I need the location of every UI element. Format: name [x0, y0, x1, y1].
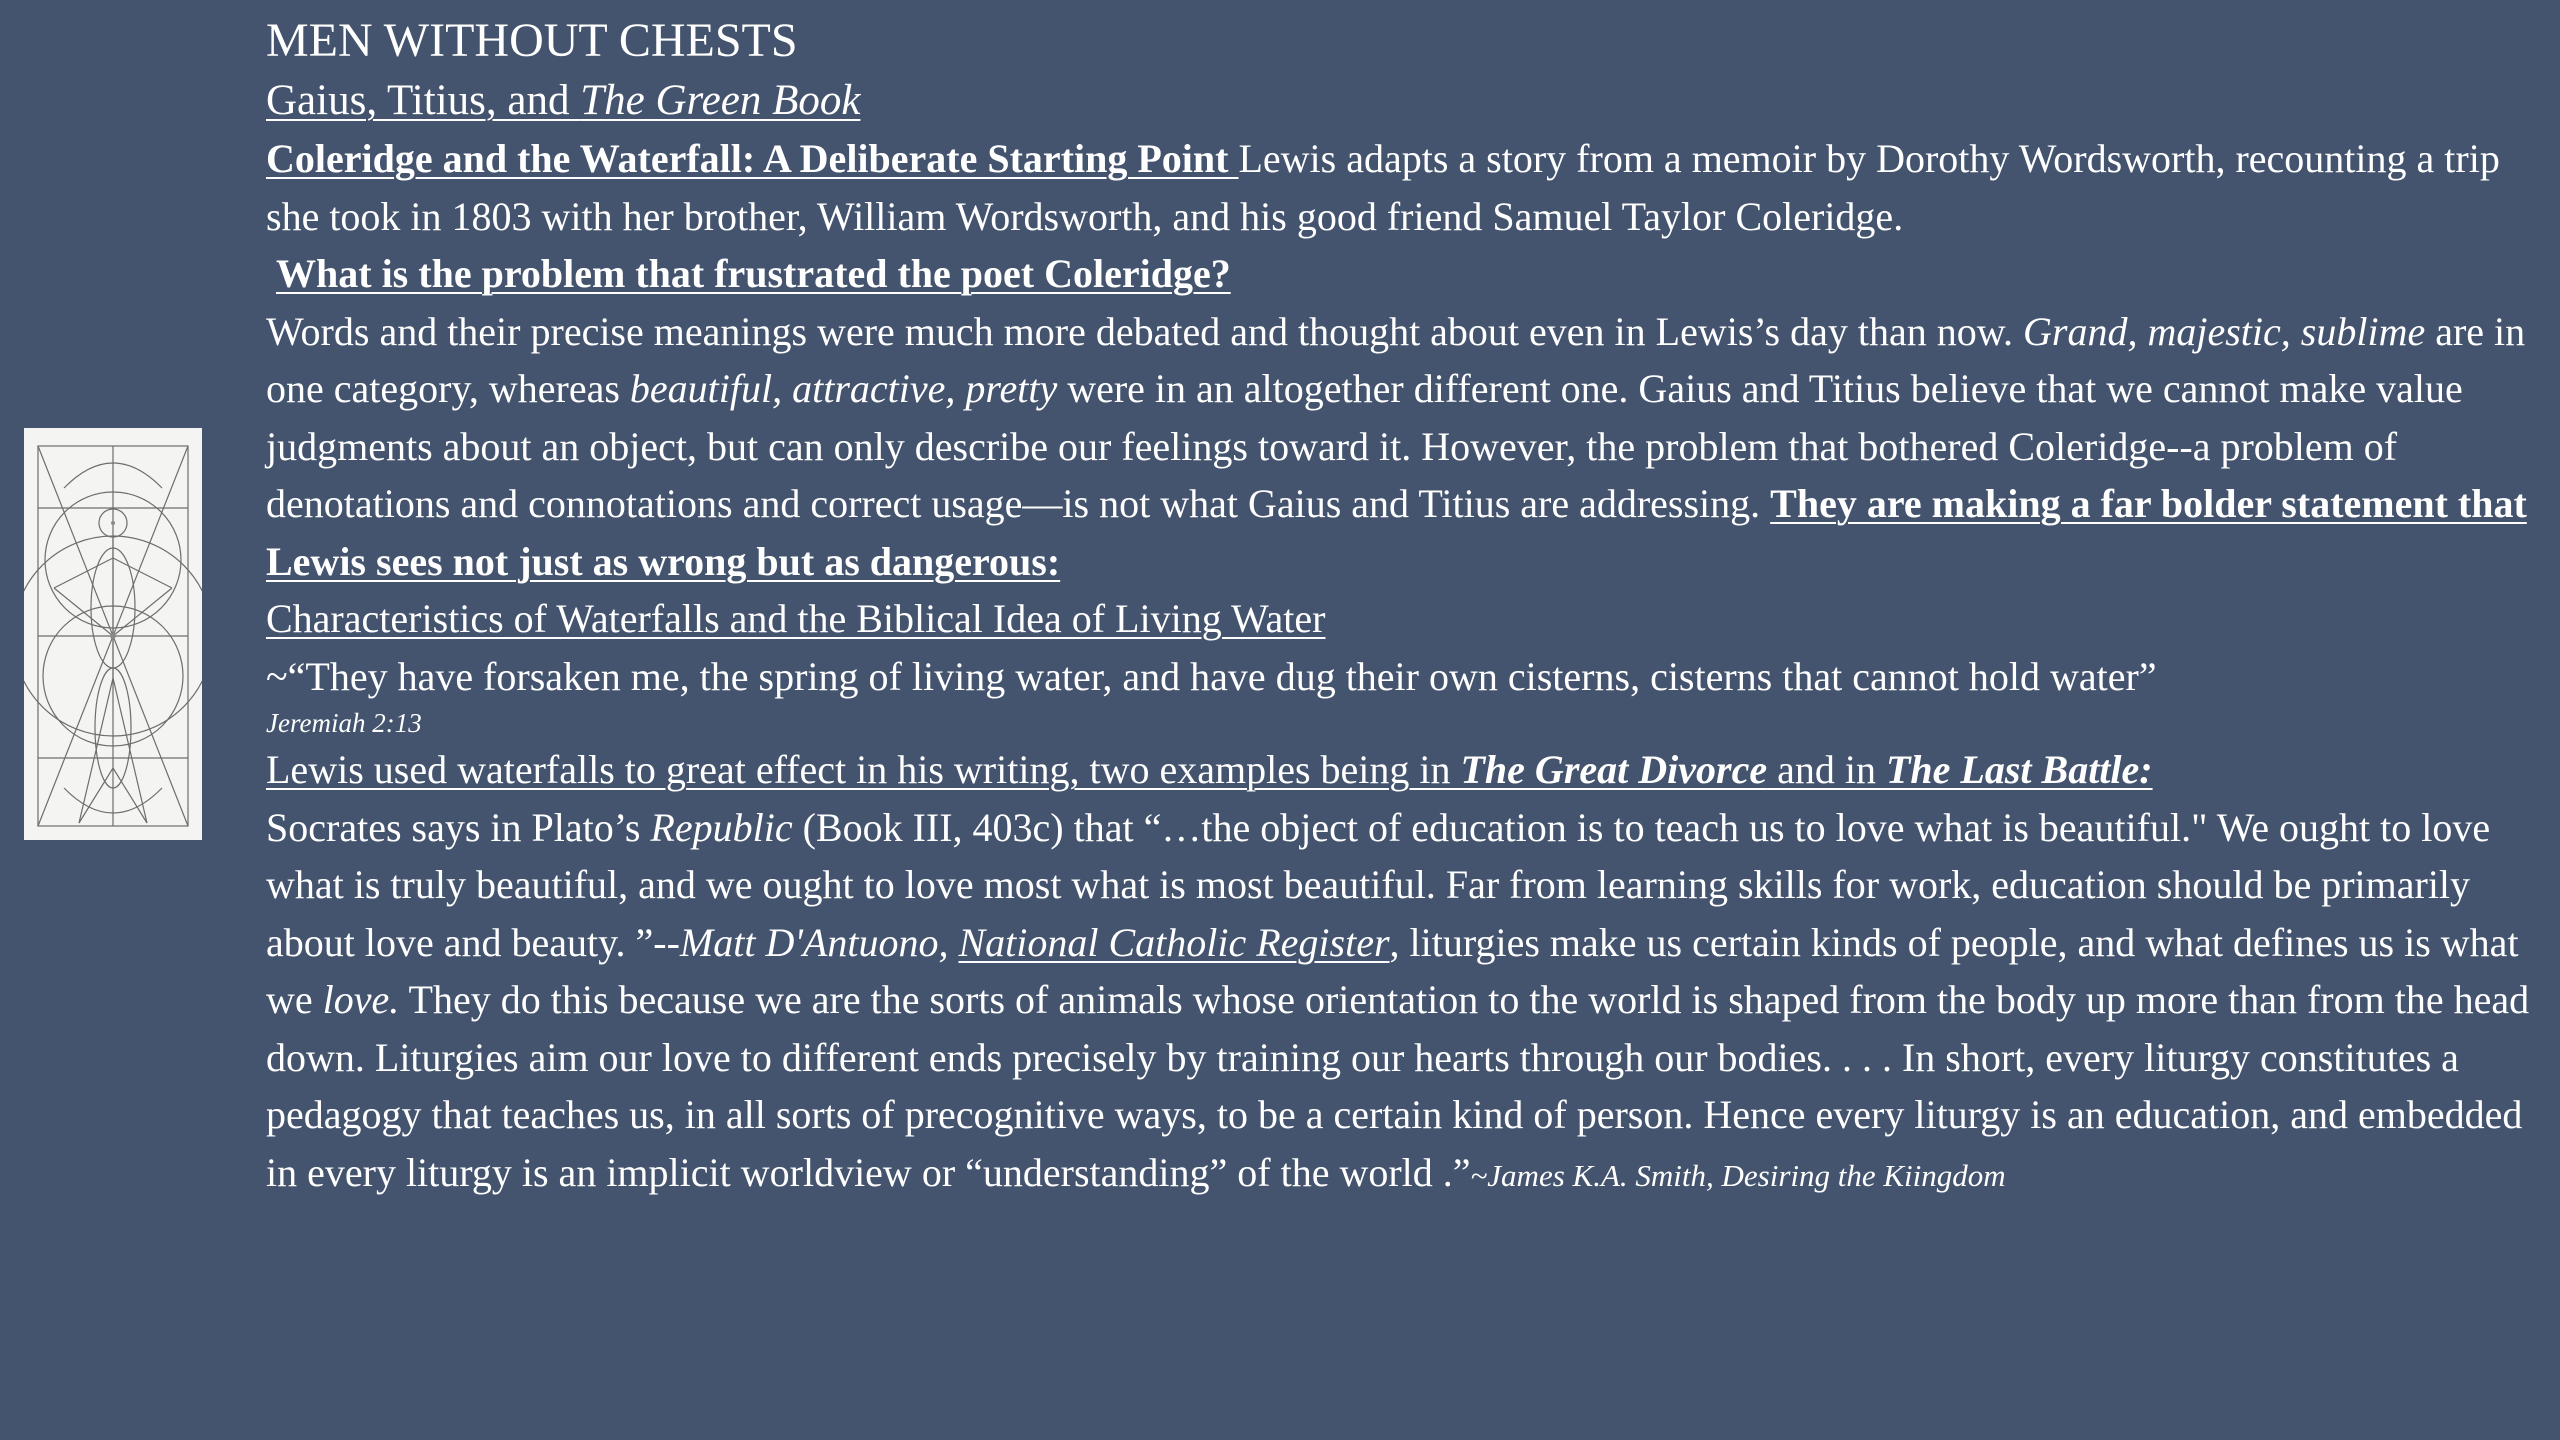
jeremiah-citation: Jeremiah 2:13	[266, 708, 422, 738]
waterfalls-heading: Characteristics of Waterfalls and the Biblical Idea of Living Water	[266, 596, 1326, 641]
closing-text-2: (Book III, 403c) that “…the object of education is to teach us to love what is beautiful." We ought to love what is truly beautiful, and we ought to love most what is most beautiful. Far from learning skills for work, education should be primarily about love and beauty. ”	[266, 804, 2491, 965]
closing-source-register: National Catholic Register	[958, 919, 1390, 965]
lewis-heading-text-2: and in	[1767, 747, 1886, 792]
geometric-human-figure-icon	[24, 428, 202, 840]
jeremiah-quote: ~“They have forsaken me, the spring of living water, and have dug their own cisterns, cisterns that cannot hold water”	[266, 653, 2157, 699]
coleridge-paragraph	[266, 130, 2536, 245]
answer-italic-1: Grand, majestic, sublime	[2023, 308, 2426, 354]
vitruvian-figure-image	[24, 428, 202, 840]
answer-bold-statement: They are making a far bolder statement that Lewis sees not just as wrong but as dangerous:	[266, 481, 2527, 584]
closing-citation-smith: ~James K.A. Smith, Desiring the Kiingdom	[1470, 1157, 2006, 1193]
section-heading-text: Gaius, Titius, and	[266, 77, 581, 124]
closing-italic-republic: Republic	[650, 804, 793, 850]
question-text: What is the problem that frustrated the poet Coleridge?	[276, 251, 1231, 296]
slide-content	[266, 10, 2536, 1204]
closing-text-4: They do this because we are the sorts of animals whose orientation to the world is shaped from the body up more than from the head down. Liturgies aim our love to different ends precisely by training our hearts through our bodies. . . . In short, every liturgy constitutes a pedagogy that teaches us, in all sorts of precognitive ways, to be a certain kind of person. Hence every liturgy is an education, and embedded in every liturgy is an implicit worldview or “understanding” of the world .”	[266, 977, 2530, 1195]
closing-paragraph	[266, 799, 2536, 1205]
lewis-waterfalls-heading	[266, 741, 2536, 799]
closing-italic-love: love.	[322, 977, 400, 1022]
book-title-great-divorce: The Great Divorce	[1460, 747, 1768, 792]
coleridge-body: Lewis adapts a story from a memoir by Dorothy Wordsworth, recounting a trip she took in 1803 with her brother, William Wordsworth, and his good friend Samuel Taylor Coleridge.	[266, 136, 2500, 239]
book-title-green-book: The Green Book	[580, 77, 861, 124]
slide-title: MEN WITHOUT CHESTS	[266, 14, 798, 67]
closing-text-1: Socrates says in Plato’s	[266, 804, 651, 850]
coleridge-heading: Coleridge and the Waterfall: A Deliberate Starting Point	[266, 136, 1239, 181]
answer-text-3: were in an altogether different one. Gaius and Titius believe that we cannot make value judgments about an object, but can only describe our feelings toward it. However, the problem that bothered Coleridge--a problem of denotations and connotations and correct usage—is not what Gaius and Titius are addressing.	[266, 366, 2463, 526]
book-title-last-battle: The Last Battle:	[1885, 747, 2153, 792]
closing-author-dantuono: --Matt D'Antuono,	[653, 919, 959, 965]
answer-italic-2: beautiful, attractive, pretty	[629, 366, 1058, 411]
answer-paragraph	[266, 303, 2536, 591]
answer-text-2: are in one category, whereas	[266, 308, 2526, 411]
answer-text-1: Words and their precise meanings were much more debated and thought about even in Lewis’s day than now.	[266, 308, 2024, 354]
section-heading-gaius-titius	[266, 72, 2536, 130]
closing-text-3: , liturgies make us certain kinds of people, and what defines us is what we	[266, 919, 2519, 1022]
lewis-heading-text-1: Lewis used waterfalls to great effect in his writing, two examples being in	[266, 747, 1461, 792]
question-line	[266, 245, 2536, 303]
